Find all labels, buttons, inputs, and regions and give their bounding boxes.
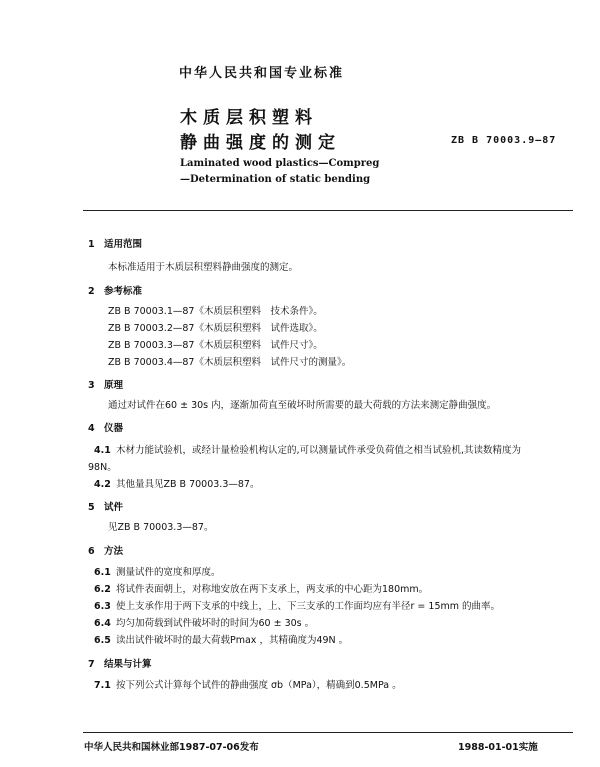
title-line-1: 木质层积塑料 (180, 108, 318, 128)
section-title: 参考标准 (104, 286, 143, 297)
clause-6-5 (94, 632, 348, 646)
clause-text: 均匀加荷载到试件破坏时的时间为60 ± 30s 。 (116, 618, 315, 629)
english-title-1: Laminated wood plastics—Compreg (180, 158, 380, 169)
clause-7-1 (94, 677, 402, 691)
top-divider (83, 210, 573, 211)
section-title: 适用范围 (104, 239, 143, 250)
section-number: 7 (88, 659, 95, 670)
section-5-heading (88, 499, 123, 513)
section-2-heading (88, 283, 142, 297)
section-number: 1 (88, 239, 95, 250)
section-6-heading (88, 543, 123, 557)
bottom-divider (83, 732, 573, 733)
clause-6-4 (94, 615, 314, 629)
implementation-date: 1988-01-01实施 (458, 742, 538, 753)
clause-number: 6.2 (94, 584, 111, 595)
section-3-body: 通过对试件在60 ± 30s 内，逐渐加荷直至破坏时所需要的最大荷载的方法来测定静曲强度。 (108, 400, 497, 411)
section-number: 4 (88, 423, 95, 434)
section-number: 3 (88, 380, 95, 391)
clause-text: 其他量具见ZB B 70003.3—87。 (116, 479, 260, 490)
clause-6-3 (94, 598, 500, 612)
clause-number: 7.1 (94, 680, 111, 691)
section-3-heading (88, 377, 123, 391)
section-4-heading (88, 420, 123, 434)
section-title: 结果与计算 (104, 659, 152, 670)
clause-number: 6.1 (94, 567, 111, 578)
section-title: 原理 (104, 380, 124, 391)
reference-item: ZB B 70003.1—87《木质层积塑料 技术条件》。 (108, 306, 323, 317)
section-title: 仪器 (104, 423, 124, 434)
clause-4-1-continuation: 98N。 (88, 462, 117, 473)
clause-text: 木材力能试验机，或经计量检验机构认定的,可以测量试件承受负荷值之相当试验机,其读数精度为 (116, 445, 522, 456)
reference-item: ZB B 70003.3—87《木质层积塑料 试件尺寸》。 (108, 340, 323, 351)
clause-text: 使上支承作用于两下支承的中线上，上、下三支承的工作面均应有半径r = 15mm 的曲率。 (116, 601, 501, 612)
section-7-heading (88, 656, 152, 670)
clause-number: 6.3 (94, 601, 111, 612)
title-line-2: 静曲强度的测定 (180, 133, 341, 153)
section-number: 6 (88, 546, 95, 557)
section-title: 方法 (104, 546, 124, 557)
clause-text: 将试件表面朝上，对称地安放在两下支承上，两支承的中心距为180mm。 (116, 584, 429, 595)
clause-text: 按下列公式计算每个试件的静曲强度 σb（MPa），精确到0.5MPa 。 (116, 680, 402, 691)
clause-text: 测量试件的宽度和厚度。 (116, 567, 221, 578)
clause-6-2 (94, 581, 428, 595)
clause-4-1 (94, 442, 521, 456)
standard-header: 中华人民共和国专业标准 (179, 66, 345, 81)
section-1-body: 本标准适用于木质层积塑料静曲强度的测定。 (108, 262, 299, 273)
clause-number: 4.1 (94, 445, 111, 456)
reference-item: ZB B 70003.4—87《木质层积塑料 试件尺寸的测量》。 (108, 357, 352, 368)
clause-number: 4.2 (94, 479, 111, 490)
section-5-body: 见ZB B 70003.3—87。 (108, 522, 214, 533)
clause-number: 6.5 (94, 635, 111, 646)
standard-code: ZB B 70003.9—87 (451, 135, 557, 146)
english-title-2: —Determination of static bending (180, 174, 371, 185)
reference-item: ZB B 70003.2—87《木质层积塑料 试件选取》。 (108, 323, 323, 334)
clause-4-2 (94, 476, 259, 490)
section-1-heading (88, 236, 142, 250)
section-number: 5 (88, 502, 95, 513)
clause-6-1 (94, 564, 221, 578)
clause-number: 6.4 (94, 618, 111, 629)
clause-text: 读出试件破坏时的最大荷载Pmax ，其精确度为49N 。 (116, 635, 349, 646)
issue-info: 中华人民共和国林业部1987-07-06发布 (84, 742, 259, 753)
section-number: 2 (88, 286, 95, 297)
section-title: 试件 (104, 502, 124, 513)
